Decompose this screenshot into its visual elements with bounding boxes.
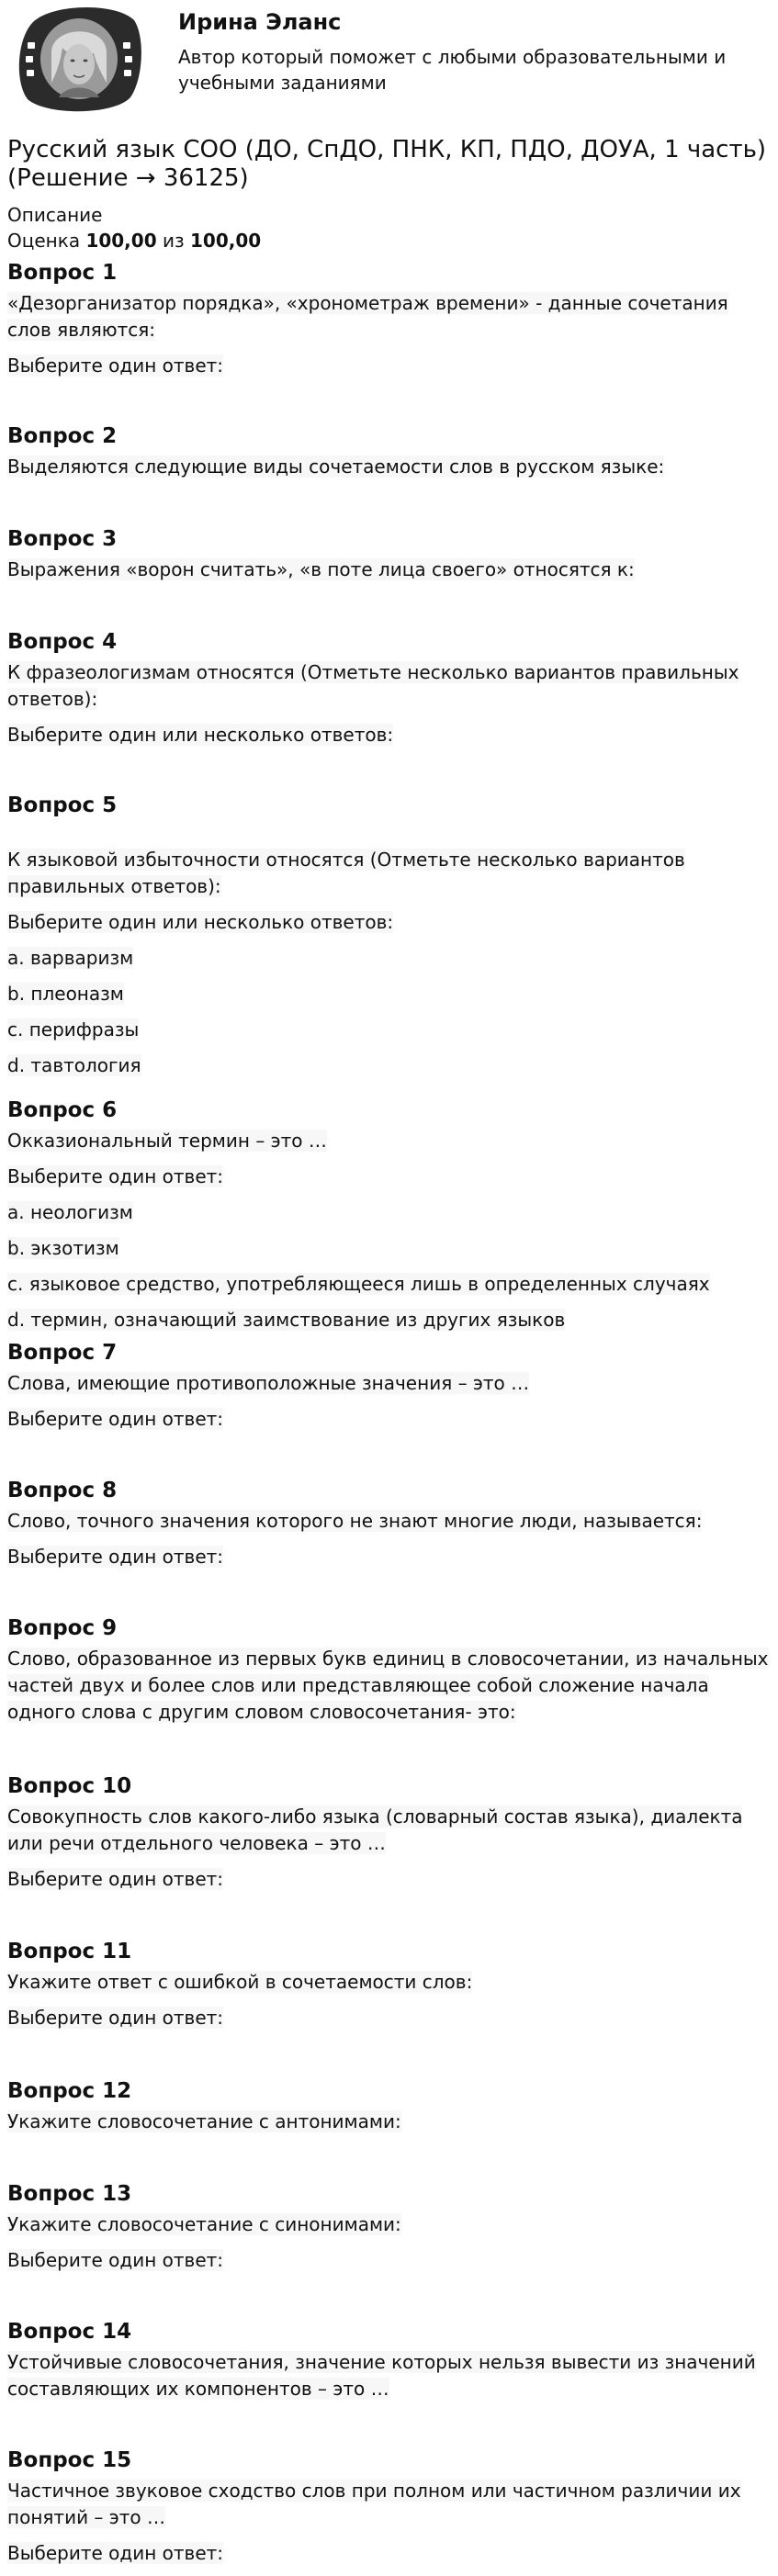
question-12 — [7, 2077, 771, 2135]
question-11 — [7, 1938, 771, 2031]
question-text: Слова, имеющие противоположные значения – это … — [7, 1372, 530, 1394]
question-text-wrap — [7, 659, 771, 713]
answer-prompt — [7, 353, 771, 379]
question-title: Вопрос 9 — [7, 1616, 118, 1640]
answer-option[interactable] — [7, 1052, 771, 1079]
author-name[interactable]: Ирина Эланс — [178, 9, 342, 35]
question-6 — [7, 1097, 771, 1333]
question-title: Вопрос 15 — [7, 2448, 132, 2472]
answer-prompt — [7, 909, 771, 936]
question-text: К языковой избыточности относятся (Отметьте несколько вариантов правильных ответов): — [7, 849, 685, 897]
question-text-wrap — [7, 1646, 771, 1726]
question-text-wrap — [7, 2349, 771, 2402]
answer-prompt-text: Выберите один или несколько ответов: — [7, 724, 394, 746]
answer-option-text: b. плеоназм — [7, 983, 124, 1005]
question-text: Частичное звуковое сходство слов при полном или частичном различии их понятий – это … — [7, 2480, 741, 2528]
answer-option[interactable] — [7, 1199, 771, 1226]
answer-prompt-text: Выберите один ответ: — [7, 1165, 224, 1187]
answer-prompt-text: Выберите один ответ: — [7, 2007, 224, 2029]
answer-prompt-text: Выберите один ответ: — [7, 1546, 224, 1568]
answer-option[interactable] — [7, 1235, 771, 1262]
question-text: Укажите словосочетание с антонимами: — [7, 2110, 401, 2132]
answer-option[interactable] — [7, 1307, 771, 1333]
answer-prompt — [7, 1164, 771, 1190]
answer-prompt-text: Выберите один ответ: — [7, 1868, 224, 1890]
question-text: Слово, образованное из первых букв единиц в словосочетании, из начальных частей двух и более слов или представляющее собой сложение начала одного слова с другим словом словосочетания- это: — [7, 1648, 769, 1723]
grade-of: из — [162, 230, 185, 252]
answer-option[interactable] — [7, 1271, 771, 1298]
answer-option-text: c. языковое средство, употребляющееся лишь в определенных случаях — [7, 1273, 710, 1295]
question-14 — [7, 2318, 771, 2402]
question-1 — [7, 259, 771, 379]
answer-option[interactable] — [7, 1017, 771, 1043]
answer-prompt — [7, 722, 771, 748]
question-title: Вопрос 13 — [7, 2182, 132, 2206]
grade-max: 100,00 — [189, 230, 262, 252]
grade-line — [7, 228, 771, 253]
question-10 — [7, 1772, 771, 1893]
answer-option-text: c. перифразы — [7, 1018, 140, 1041]
question-text-wrap — [7, 2109, 771, 2135]
question-5 — [7, 792, 771, 1079]
question-text-wrap — [7, 454, 771, 480]
grade-value: 100,00 — [85, 230, 157, 252]
document-title: Русский язык СОО (ДО, СпДО, ПНК, КП, ПДО, ДОУА, 1 часть) (Решение → 36125) — [7, 136, 767, 192]
question-9 — [7, 1614, 771, 1726]
answer-option-text: a. варваризм — [7, 947, 134, 969]
question-text: Устойчивые словосочетания, значение которых нельзя вывести из значений составляющих их компонентов – это … — [7, 2351, 756, 2400]
question-title: Вопрос 12 — [7, 2079, 132, 2103]
answer-prompt — [7, 1866, 771, 1893]
question-text: Выделяются следующие виды сочетаемости слов в русском языке: — [7, 456, 665, 478]
question-text: К фразеологизмам относятся (Отметьте несколько вариантов правильных ответов): — [7, 661, 739, 710]
question-text-wrap — [7, 2211, 771, 2238]
answer-option-text: d. тавтология — [7, 1054, 141, 1076]
question-title: Вопрос 5 — [7, 793, 118, 817]
question-text-wrap — [7, 557, 771, 583]
question-8 — [7, 1477, 771, 1570]
answer-prompt-text: Выберите один или несколько ответов: — [7, 911, 394, 933]
answer-prompt — [7, 2005, 771, 2031]
question-text: Укажите ответ с ошибкой в сочетаемости слов: — [7, 1971, 473, 1993]
question-title: Вопрос 7 — [7, 1341, 118, 1365]
question-title: Вопрос 3 — [7, 527, 118, 551]
question-title: Вопрос 11 — [7, 1940, 132, 1963]
question-title: Вопрос 14 — [7, 2320, 132, 2344]
question-text: Окказиональный термин – это … — [7, 1130, 327, 1152]
answer-option[interactable] — [7, 945, 771, 972]
question-title: Вопрос 10 — [7, 1774, 132, 1798]
question-text-wrap — [7, 290, 771, 343]
answer-prompt — [7, 1406, 771, 1433]
question-title: Вопрос 6 — [7, 1098, 118, 1122]
grade-prefix: Оценка — [7, 230, 81, 252]
answer-prompt — [7, 2540, 771, 2567]
question-title: Вопрос 2 — [7, 424, 118, 448]
author-avatar — [15, 6, 143, 114]
question-text: Слово, точного значения которого не знают многие люди, называется: — [7, 1510, 703, 1532]
question-text-wrap — [7, 1969, 771, 1996]
question-13 — [7, 2180, 771, 2274]
question-text-wrap — [7, 1370, 771, 1397]
question-7 — [7, 1339, 771, 1433]
answer-option-text: b. экзотизм — [7, 1237, 119, 1259]
question-text-wrap — [7, 1128, 771, 1154]
question-title: Вопрос 8 — [7, 1479, 118, 1502]
question-text: Выражения «ворон считать», «в поте лица своего» относятся к: — [7, 558, 635, 580]
author-header — [7, 0, 771, 129]
question-2 — [7, 422, 771, 480]
author-description: Автор который поможет с любыми образовательными и учебными заданиями — [178, 46, 727, 94]
description-label: Описание — [7, 204, 103, 226]
question-4 — [7, 628, 771, 748]
question-3 — [7, 525, 771, 583]
question-15 — [7, 2447, 771, 2567]
question-text-wrap — [7, 2478, 771, 2531]
question-text-wrap — [7, 1508, 771, 1535]
question-text: Совокупность слов какого-либо языка (словарный состав языка), диалекта или речи отдельного человека – это … — [7, 1805, 743, 1854]
question-text: Укажите словосочетание с синонимами: — [7, 2213, 401, 2235]
answer-option-text: d. термин, означающий заимствование из других языков — [7, 1309, 566, 1331]
answer-prompt — [7, 2247, 771, 2274]
question-text-wrap — [7, 847, 771, 900]
answer-prompt-text: Выберите один ответ: — [7, 354, 224, 377]
question-title: Вопрос 1 — [7, 261, 118, 285]
question-title: Вопрос 4 — [7, 630, 118, 654]
answer-prompt — [7, 1544, 771, 1570]
answer-prompt-text: Выберите один ответ: — [7, 2542, 224, 2564]
question-text-wrap — [7, 1804, 771, 1857]
answer-option[interactable] — [7, 981, 771, 1007]
answer-prompt-text: Выберите один ответ: — [7, 1408, 224, 1430]
question-text: «Дезорганизатор порядка», «хронометраж времени» - данные сочетания слов являются: — [7, 292, 728, 341]
answer-option-text: a. неологизм — [7, 1201, 133, 1223]
answer-prompt-text: Выберите один ответ: — [7, 2249, 224, 2271]
